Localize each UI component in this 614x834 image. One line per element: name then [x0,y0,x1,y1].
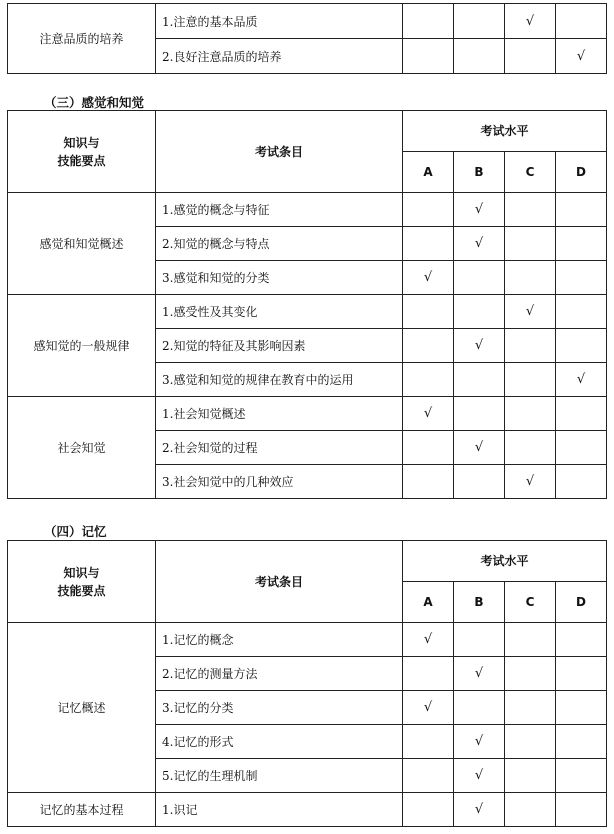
knowledge-header [8,111,156,193]
level-d-cell [556,227,607,261]
level-b-cell [454,397,505,431]
level-a-cell [403,431,454,465]
level-header: 考试水平 [403,541,607,582]
level-d-cell [556,4,607,39]
header-row [8,111,607,152]
level-b-cell [454,295,505,329]
memory-table [7,540,607,827]
level-d-cell [556,759,607,793]
level-c-cell [505,759,556,793]
level-c-cell: √ [505,4,556,39]
level-a-cell [403,193,454,227]
level-a-cell: √ [403,261,454,295]
level-a-cell [403,657,454,691]
table-row [8,793,607,827]
level-c-cell [505,657,556,691]
level-d-cell [556,725,607,759]
exam-item-cell: 1.社会知觉概述 [156,397,403,431]
knowledge-header-line1: 知识与 [63,565,100,580]
category-cell: 社会知觉 [8,397,156,499]
items-header: 考试条目 [156,111,403,193]
exam-item-cell: 2.知觉的特征及其影响因素 [156,329,403,363]
level-c-cell: √ [505,465,556,499]
level-d-cell [556,431,607,465]
level-c-header: C [505,582,556,623]
section-title: （四）记忆 [44,524,107,539]
level-a-cell: √ [403,691,454,725]
level-b-cell [454,363,505,397]
level-b-header: B [454,152,505,193]
attention-quality-table [7,3,607,74]
category-cell: 注意品质的培养 [8,4,156,74]
level-b-cell: √ [454,793,505,827]
level-b-cell [454,623,505,657]
level-c-cell: √ [505,295,556,329]
level-b-header: B [454,582,505,623]
level-d-cell [556,465,607,499]
level-c-cell [505,397,556,431]
exam-item-cell: 5.记忆的生理机制 [156,759,403,793]
level-c-cell [505,691,556,725]
level-b-cell: √ [454,227,505,261]
level-c-cell [505,363,556,397]
exam-item-cell: 2.社会知觉的过程 [156,431,403,465]
level-b-cell [454,691,505,725]
level-a-cell [403,725,454,759]
knowledge-header [8,541,156,623]
table-row [8,623,607,657]
level-header: 考试水平 [403,111,607,152]
exam-item-cell: 3.感觉和知觉的分类 [156,261,403,295]
level-c-cell [505,227,556,261]
level-c-cell [505,793,556,827]
exam-item-cell: 2.良好注意品质的培养 [156,39,403,74]
level-b-cell: √ [454,431,505,465]
level-c-cell [505,193,556,227]
knowledge-header-line2: 技能要点 [57,583,106,598]
level-c-cell [505,431,556,465]
category-cell: 记忆的基本过程 [8,793,156,827]
level-d-cell [556,793,607,827]
level-d-cell [556,691,607,725]
level-a-cell [403,4,454,39]
level-c-header: C [505,152,556,193]
level-a-cell [403,329,454,363]
table-row [8,4,607,39]
level-d-cell: √ [556,39,607,74]
exam-item-cell: 1.识记 [156,793,403,827]
header-row [8,541,607,582]
level-c-cell [505,725,556,759]
level-a-cell [403,759,454,793]
exam-item-cell: 3.记忆的分类 [156,691,403,725]
exam-item-cell: 2.记忆的测量方法 [156,657,403,691]
level-d-header: D [556,582,607,623]
level-a-cell [403,227,454,261]
level-b-cell [454,39,505,74]
level-d-cell [556,623,607,657]
category-cell: 记忆概述 [8,623,156,793]
category-cell: 感觉和知觉概述 [8,193,156,295]
perception-table [7,110,607,499]
level-a-cell: √ [403,397,454,431]
level-d-cell [556,329,607,363]
level-a-header: A [403,582,454,623]
level-b-cell [454,4,505,39]
level-b-cell: √ [454,657,505,691]
level-a-cell [403,793,454,827]
table-row [8,397,607,431]
exam-item-cell: 3.感觉和知觉的规律在教育中的运用 [156,363,403,397]
table-row [8,193,607,227]
level-a-cell: √ [403,623,454,657]
category-cell: 感知觉的一般规律 [8,295,156,397]
level-c-cell [505,39,556,74]
level-b-cell: √ [454,193,505,227]
exam-item-cell: 4.记忆的形式 [156,725,403,759]
level-d-cell [556,261,607,295]
level-d-cell [556,193,607,227]
level-c-cell [505,261,556,295]
table-row [8,295,607,329]
knowledge-header-line2: 技能要点 [57,153,106,168]
level-c-cell [505,329,556,363]
level-d-cell [556,295,607,329]
level-b-cell [454,261,505,295]
level-a-cell [403,295,454,329]
level-b-cell: √ [454,329,505,363]
level-d-cell [556,657,607,691]
exam-item-cell: 2.知觉的概念与特点 [156,227,403,261]
level-d-header: D [556,152,607,193]
section-title: （三）感觉和知觉 [44,95,145,110]
level-a-cell [403,39,454,74]
items-header: 考试条目 [156,541,403,623]
level-a-cell [403,465,454,499]
exam-item-cell: 1.感受性及其变化 [156,295,403,329]
level-b-cell [454,465,505,499]
level-d-cell [556,397,607,431]
exam-item-cell: 1.感觉的概念与特征 [156,193,403,227]
level-a-header: A [403,152,454,193]
exam-item-cell: 1.注意的基本品质 [156,4,403,39]
level-d-cell: √ [556,363,607,397]
knowledge-header-line1: 知识与 [63,135,100,150]
level-b-cell: √ [454,759,505,793]
level-a-cell [403,363,454,397]
exam-item-cell: 1.记忆的概念 [156,623,403,657]
level-b-cell: √ [454,725,505,759]
level-c-cell [505,623,556,657]
exam-item-cell: 3.社会知觉中的几种效应 [156,465,403,499]
